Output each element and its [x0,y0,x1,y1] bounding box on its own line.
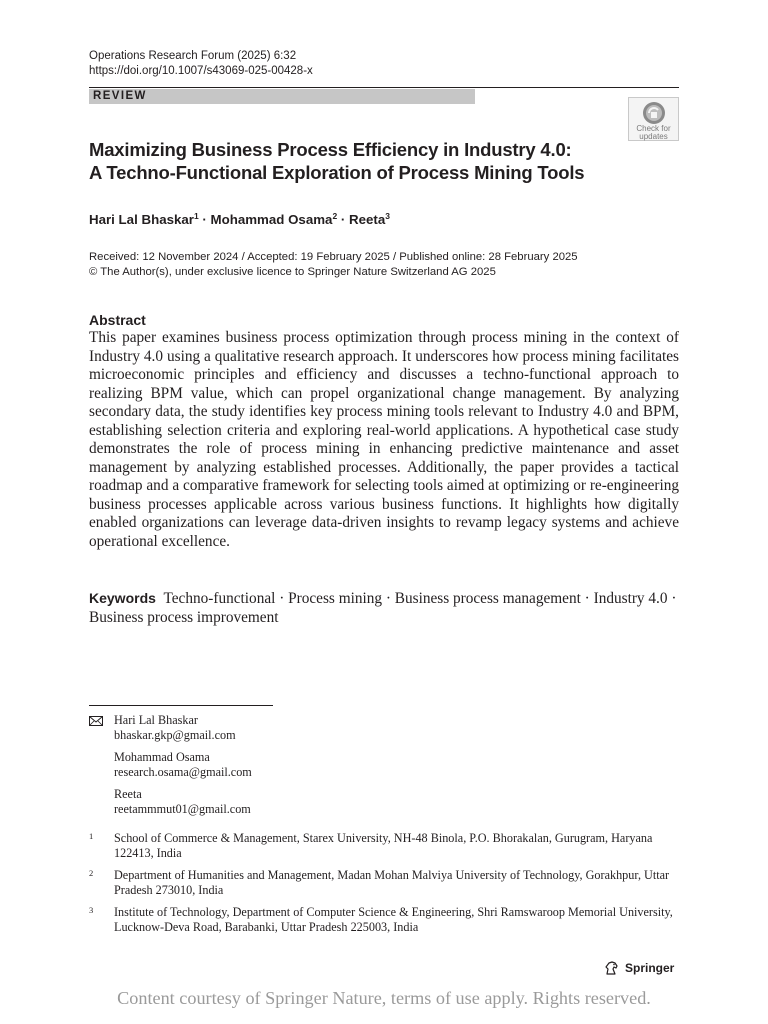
envelope-icon [89,716,103,726]
affiliation-number: 3 [89,905,94,915]
author-affiliation-marker: 3 [385,211,390,221]
article-title [89,138,679,184]
affiliation-entry [89,868,679,898]
check-updates-line1: Check for [636,124,671,133]
affiliation-number: 1 [89,831,94,841]
contact-email[interactable]: reetammmut01@gmail.com [114,802,251,816]
author-affiliation-marker: 1 [193,211,199,221]
abstract-text: This paper examines business process optimization through process mining in the context of Industry 4.0 using a qualitative research approach. It underscores how process mining facilitates microeconomic principles and efficiency and discusses a techno-functional approach to realizing BPM value, which can propel organizational change management. By analyzing secondary data, the study identifies key process mining tools relevant to Industry 4.0 and BPM, establishing selection criteria and exploring real-world applications. A hypothetical case study demonstrates the role of process mining in enhancing predictive maintenance and asset management by analyzing established processes. Additionally, the paper provides a tactical roadmap and a comparative framework for selecting tools aimed at optimizing or re-engineering business processes applicable across various business functions. It highlights how digitally enabled organizations can leverage data-driven insights to revamp legacy systems and achieve operational excellence. [89,329,679,550]
check-for-updates-button[interactable] [628,97,679,141]
affiliation-text: School of Commerce & Management, Starex University, NH-48 Binola, P.O. Bhorakalan, Gurugram, Haryana 122413, India [114,831,653,860]
contact-entry [114,750,252,780]
copyright-notice: © The Author(s), under exclusive licence to Springer Nature Switzerland AG 2025 [89,266,496,278]
title-line-2: A Techno-Functional Exploration of Process Mining Tools [89,162,585,183]
publisher-name: Springer [625,961,675,975]
affiliation-list [89,831,679,942]
author-name: Mohammad Osama [210,212,333,227]
affiliation-number: 2 [89,868,94,878]
doi-link[interactable]: https://doi.org/10.1007/s43069-025-00428-x [89,65,313,77]
contact-entry [114,787,252,817]
check-updates-icon [642,101,666,125]
title-line-1: Maximizing Business Process Efficiency in Industry 4.0: [89,139,572,160]
author-affiliation-marker: 2 [332,211,338,221]
keywords-section [89,589,679,627]
publisher-logo [604,960,674,976]
contact-name: Mohammad Osama [114,750,210,764]
contact-email[interactable]: research.osama@gmail.com [114,765,252,779]
article-type-bar [89,89,475,104]
contact-email[interactable]: bhaskar.gkp@gmail.com [114,728,236,742]
springer-horse-icon [604,960,620,976]
author-separator: · [198,212,211,227]
author-separator: · [337,212,350,227]
affiliation-entry [89,831,679,861]
journal-citation: Operations Research Forum (2025) 6:32 [89,50,297,62]
affiliation-text: Department of Humanities and Management, Madan Mohan Malviya University of Technology, Gorakhpur, Uttar Pradesh 273010, India [114,868,670,897]
author-name: Hari Lal Bhaskar [89,212,194,227]
contact-name: Hari Lal Bhaskar [114,713,198,727]
article-type-label: REVIEW [93,90,147,102]
journal-info [89,49,313,79]
keywords-label: Keywords [89,590,156,606]
affiliation-text: Institute of Technology, Department of Computer Science & Engineering, Shri Ramswaroop Memorial University, Lucknow-Deva Road, Barabanki, Uttar Pradesh 225003, India [114,905,673,934]
check-updates-line2: updates [639,132,668,141]
history-dates: Received: 12 November 2024 / Accepted: 19 February 2025 / Published online: 28 February 2025 [89,251,578,263]
publication-history [89,250,578,280]
abstract-heading: Abstract [89,312,146,328]
author-list [89,207,390,229]
corresponding-contacts [114,713,252,824]
keywords-list: Techno-functional · Process mining · Business process management · Industry 4.0 · Business process improvement [89,590,677,626]
affiliation-entry [89,905,679,935]
header-rule [89,87,679,88]
courtesy-notice: Content courtesy of Springer Nature, terms of use apply. Rights reserved. [117,988,651,1008]
footnote-rule [89,705,273,706]
contact-name: Reeta [114,787,142,801]
author-name: Reeta [349,212,386,227]
contact-entry [114,713,252,743]
